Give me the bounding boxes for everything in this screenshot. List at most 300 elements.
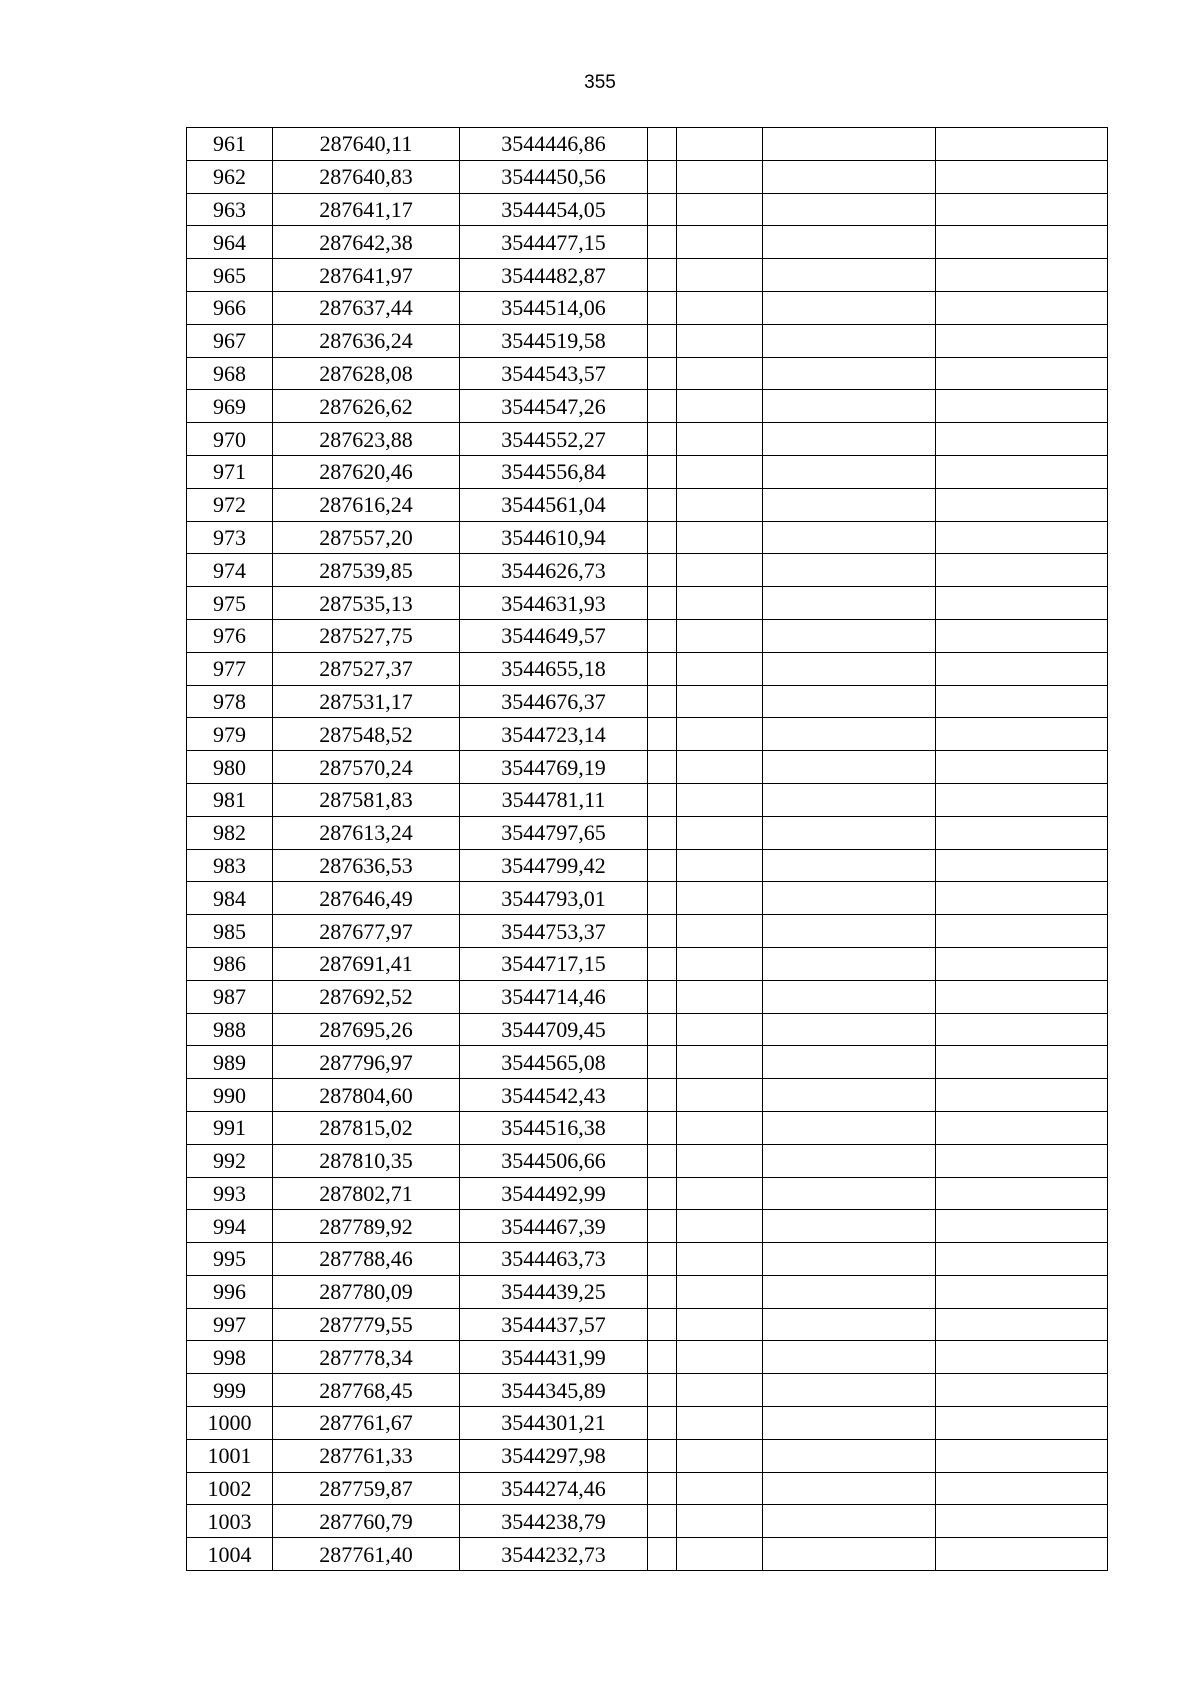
empty-cell (677, 1439, 763, 1472)
y-coordinate-cell: 3544450,56 (460, 160, 648, 193)
empty-cell (763, 291, 936, 324)
table-row (187, 849, 1108, 882)
empty-cell (763, 1046, 936, 1079)
empty-cell (936, 685, 1108, 718)
y-coordinate-cell: 3544506,66 (460, 1144, 648, 1177)
empty-cell (648, 587, 677, 620)
empty-cell (936, 1177, 1108, 1210)
y-coordinate-cell: 3544297,98 (460, 1439, 648, 1472)
empty-cell (648, 226, 677, 259)
point-number-cell: 963 (187, 193, 273, 226)
empty-cell (648, 1210, 677, 1243)
empty-cell (648, 488, 677, 521)
table-row (187, 324, 1108, 357)
y-coordinate-cell: 3544543,57 (460, 357, 648, 390)
y-coordinate-cell: 3544439,25 (460, 1275, 648, 1308)
x-coordinate-cell: 287626,62 (273, 390, 460, 423)
x-coordinate-cell: 287760,79 (273, 1505, 460, 1538)
x-coordinate-cell: 287761,67 (273, 1407, 460, 1440)
y-coordinate-cell: 3544561,04 (460, 488, 648, 521)
empty-cell (648, 390, 677, 423)
empty-cell (648, 783, 677, 816)
table-row (187, 1013, 1108, 1046)
empty-cell (763, 1407, 936, 1440)
y-coordinate-cell: 3544556,84 (460, 455, 648, 488)
table-row (187, 128, 1108, 161)
x-coordinate-cell: 287646,49 (273, 882, 460, 915)
empty-cell (677, 455, 763, 488)
table-row (187, 1275, 1108, 1308)
empty-cell (677, 1275, 763, 1308)
empty-cell (763, 816, 936, 849)
y-coordinate-cell: 3544301,21 (460, 1407, 648, 1440)
empty-cell (763, 915, 936, 948)
x-coordinate-cell: 287788,46 (273, 1243, 460, 1276)
empty-cell (936, 718, 1108, 751)
empty-cell (677, 652, 763, 685)
y-coordinate-cell: 3544565,08 (460, 1046, 648, 1079)
point-number-cell: 1004 (187, 1538, 273, 1571)
table-row (187, 1210, 1108, 1243)
empty-cell (936, 915, 1108, 948)
table-row (187, 193, 1108, 226)
y-coordinate-cell: 3544345,89 (460, 1374, 648, 1407)
empty-cell (936, 1505, 1108, 1538)
empty-cell (677, 390, 763, 423)
empty-cell (763, 1111, 936, 1144)
y-coordinate-cell: 3544482,87 (460, 259, 648, 292)
empty-cell (763, 587, 936, 620)
point-number-cell: 988 (187, 1013, 273, 1046)
y-coordinate-cell: 3544714,46 (460, 980, 648, 1013)
empty-cell (648, 882, 677, 915)
empty-cell (763, 1210, 936, 1243)
empty-cell (936, 1275, 1108, 1308)
empty-cell (677, 324, 763, 357)
empty-cell (936, 1538, 1108, 1571)
point-number-cell: 995 (187, 1243, 273, 1276)
empty-cell (677, 1243, 763, 1276)
empty-cell (936, 1013, 1108, 1046)
empty-cell (763, 193, 936, 226)
empty-cell (648, 1046, 677, 1079)
point-number-cell: 972 (187, 488, 273, 521)
y-coordinate-cell: 3544781,11 (460, 783, 648, 816)
empty-cell (936, 226, 1108, 259)
empty-cell (936, 521, 1108, 554)
table-row (187, 226, 1108, 259)
empty-cell (677, 488, 763, 521)
empty-cell (763, 947, 936, 980)
empty-cell (677, 357, 763, 390)
empty-cell (677, 554, 763, 587)
x-coordinate-cell: 287695,26 (273, 1013, 460, 1046)
x-coordinate-cell: 287768,45 (273, 1374, 460, 1407)
y-coordinate-cell: 3544514,06 (460, 291, 648, 324)
empty-cell (648, 160, 677, 193)
empty-cell (936, 1407, 1108, 1440)
point-number-cell: 971 (187, 455, 273, 488)
empty-cell (648, 357, 677, 390)
empty-cell (648, 291, 677, 324)
empty-cell (648, 1144, 677, 1177)
empty-cell (648, 1341, 677, 1374)
point-number-cell: 980 (187, 751, 273, 784)
empty-cell (677, 619, 763, 652)
x-coordinate-cell: 287761,40 (273, 1538, 460, 1571)
x-coordinate-cell: 287802,71 (273, 1177, 460, 1210)
y-coordinate-cell: 3544769,19 (460, 751, 648, 784)
empty-cell (648, 259, 677, 292)
x-coordinate-cell: 287642,38 (273, 226, 460, 259)
y-coordinate-cell: 3544463,73 (460, 1243, 648, 1276)
empty-cell (936, 1374, 1108, 1407)
empty-cell (763, 849, 936, 882)
empty-cell (936, 193, 1108, 226)
empty-cell (936, 751, 1108, 784)
empty-cell (648, 947, 677, 980)
x-coordinate-cell: 287637,44 (273, 291, 460, 324)
empty-cell (936, 554, 1108, 587)
empty-cell (936, 1210, 1108, 1243)
empty-cell (648, 652, 677, 685)
y-coordinate-cell: 3544717,15 (460, 947, 648, 980)
empty-cell (648, 1439, 677, 1472)
empty-cell (763, 1308, 936, 1341)
table-row (187, 1374, 1108, 1407)
empty-cell (677, 783, 763, 816)
empty-cell (677, 259, 763, 292)
point-number-cell: 975 (187, 587, 273, 620)
empty-cell (936, 783, 1108, 816)
x-coordinate-cell: 287640,11 (273, 128, 460, 161)
table-row (187, 357, 1108, 390)
empty-cell (677, 849, 763, 882)
empty-cell (936, 1341, 1108, 1374)
empty-cell (763, 1341, 936, 1374)
table-row (187, 1341, 1108, 1374)
empty-cell (677, 685, 763, 718)
point-number-cell: 969 (187, 390, 273, 423)
empty-cell (677, 1472, 763, 1505)
table-row (187, 1439, 1108, 1472)
empty-cell (648, 980, 677, 1013)
x-coordinate-cell: 287779,55 (273, 1308, 460, 1341)
empty-cell (763, 1177, 936, 1210)
empty-cell (677, 1341, 763, 1374)
empty-cell (648, 1079, 677, 1112)
y-coordinate-cell: 3544610,94 (460, 521, 648, 554)
point-number-cell: 986 (187, 947, 273, 980)
y-coordinate-cell: 3544519,58 (460, 324, 648, 357)
point-number-cell: 966 (187, 291, 273, 324)
empty-cell (936, 488, 1108, 521)
empty-cell (763, 685, 936, 718)
table-row (187, 1079, 1108, 1112)
point-number-cell: 1002 (187, 1472, 273, 1505)
table-row (187, 587, 1108, 620)
empty-cell (677, 587, 763, 620)
empty-cell (936, 128, 1108, 161)
empty-cell (648, 1472, 677, 1505)
point-number-cell: 983 (187, 849, 273, 882)
table-row (187, 1308, 1108, 1341)
empty-cell (677, 947, 763, 980)
table-row (187, 1472, 1108, 1505)
table-row (187, 652, 1108, 685)
point-number-cell: 987 (187, 980, 273, 1013)
x-coordinate-cell: 287778,34 (273, 1341, 460, 1374)
empty-cell (648, 1505, 677, 1538)
y-coordinate-cell: 3544753,37 (460, 915, 648, 948)
empty-cell (677, 128, 763, 161)
empty-cell (763, 751, 936, 784)
table-row (187, 783, 1108, 816)
x-coordinate-cell: 287570,24 (273, 751, 460, 784)
table-row (187, 1243, 1108, 1276)
point-number-cell: 992 (187, 1144, 273, 1177)
empty-cell (936, 390, 1108, 423)
table-row (187, 1144, 1108, 1177)
empty-cell (763, 488, 936, 521)
point-number-cell: 990 (187, 1079, 273, 1112)
y-coordinate-cell: 3544492,99 (460, 1177, 648, 1210)
empty-cell (936, 816, 1108, 849)
empty-cell (648, 128, 677, 161)
table-row (187, 259, 1108, 292)
empty-cell (936, 1111, 1108, 1144)
empty-cell (763, 980, 936, 1013)
empty-cell (936, 980, 1108, 1013)
empty-cell (936, 619, 1108, 652)
point-number-cell: 978 (187, 685, 273, 718)
table-row (187, 980, 1108, 1013)
y-coordinate-cell: 3544552,27 (460, 423, 648, 456)
empty-cell (677, 1177, 763, 1210)
x-coordinate-cell: 287527,75 (273, 619, 460, 652)
x-coordinate-cell: 287759,87 (273, 1472, 460, 1505)
empty-cell (648, 849, 677, 882)
empty-cell (677, 1538, 763, 1571)
empty-cell (677, 882, 763, 915)
empty-cell (763, 128, 936, 161)
empty-cell (763, 1079, 936, 1112)
empty-cell (677, 521, 763, 554)
x-coordinate-cell: 287616,24 (273, 488, 460, 521)
x-coordinate-cell: 287527,37 (273, 652, 460, 685)
empty-cell (648, 751, 677, 784)
point-number-cell: 985 (187, 915, 273, 948)
x-coordinate-cell: 287789,92 (273, 1210, 460, 1243)
point-number-cell: 979 (187, 718, 273, 751)
empty-cell (677, 1374, 763, 1407)
x-coordinate-cell: 287796,97 (273, 1046, 460, 1079)
table-row (187, 882, 1108, 915)
point-number-cell: 968 (187, 357, 273, 390)
empty-cell (677, 751, 763, 784)
empty-cell (648, 915, 677, 948)
empty-cell (648, 1243, 677, 1276)
point-number-cell: 974 (187, 554, 273, 587)
empty-cell (936, 357, 1108, 390)
x-coordinate-cell: 287804,60 (273, 1079, 460, 1112)
table-row (187, 390, 1108, 423)
empty-cell (648, 685, 677, 718)
empty-cell (677, 915, 763, 948)
empty-cell (763, 390, 936, 423)
empty-cell (648, 619, 677, 652)
empty-cell (648, 1013, 677, 1046)
coordinates-table-body (187, 128, 1108, 1571)
x-coordinate-cell: 287691,41 (273, 947, 460, 980)
empty-cell (677, 1079, 763, 1112)
empty-cell (648, 816, 677, 849)
empty-cell (763, 783, 936, 816)
empty-cell (677, 1046, 763, 1079)
point-number-cell: 967 (187, 324, 273, 357)
table-row (187, 521, 1108, 554)
table-row (187, 915, 1108, 948)
x-coordinate-cell: 287640,83 (273, 160, 460, 193)
empty-cell (763, 652, 936, 685)
y-coordinate-cell: 3544676,37 (460, 685, 648, 718)
y-coordinate-cell: 3544723,14 (460, 718, 648, 751)
empty-cell (936, 1144, 1108, 1177)
x-coordinate-cell: 287613,24 (273, 816, 460, 849)
empty-cell (677, 160, 763, 193)
point-number-cell: 994 (187, 1210, 273, 1243)
y-coordinate-cell: 3544454,05 (460, 193, 648, 226)
empty-cell (677, 816, 763, 849)
empty-cell (648, 1407, 677, 1440)
empty-cell (763, 1275, 936, 1308)
table-row (187, 160, 1108, 193)
empty-cell (648, 1111, 677, 1144)
point-number-cell: 964 (187, 226, 273, 259)
empty-cell (763, 882, 936, 915)
empty-cell (936, 849, 1108, 882)
y-coordinate-cell: 3544542,43 (460, 1079, 648, 1112)
empty-cell (936, 455, 1108, 488)
table-row (187, 554, 1108, 587)
empty-cell (763, 1439, 936, 1472)
y-coordinate-cell: 3544516,38 (460, 1111, 648, 1144)
empty-cell (763, 718, 936, 751)
empty-cell (648, 1374, 677, 1407)
point-number-cell: 984 (187, 882, 273, 915)
table-row (187, 816, 1108, 849)
empty-cell (936, 882, 1108, 915)
y-coordinate-cell: 3544793,01 (460, 882, 648, 915)
empty-cell (763, 554, 936, 587)
y-coordinate-cell: 3544626,73 (460, 554, 648, 587)
empty-cell (648, 455, 677, 488)
x-coordinate-cell: 287641,97 (273, 259, 460, 292)
table-row (187, 291, 1108, 324)
point-number-cell: 991 (187, 1111, 273, 1144)
x-coordinate-cell: 287641,17 (273, 193, 460, 226)
page-number: 355 (584, 72, 616, 93)
x-coordinate-cell: 287810,35 (273, 1144, 460, 1177)
y-coordinate-cell: 3544446,86 (460, 128, 648, 161)
y-coordinate-cell: 3544477,15 (460, 226, 648, 259)
table-row (187, 423, 1108, 456)
x-coordinate-cell: 287780,09 (273, 1275, 460, 1308)
empty-cell (763, 160, 936, 193)
empty-cell (677, 1210, 763, 1243)
x-coordinate-cell: 287531,17 (273, 685, 460, 718)
point-number-cell: 982 (187, 816, 273, 849)
table-row (187, 488, 1108, 521)
x-coordinate-cell: 287623,88 (273, 423, 460, 456)
coordinates-table (186, 127, 1108, 1571)
x-coordinate-cell: 287628,08 (273, 357, 460, 390)
empty-cell (648, 1308, 677, 1341)
point-number-cell: 970 (187, 423, 273, 456)
empty-cell (648, 521, 677, 554)
x-coordinate-cell: 287539,85 (273, 554, 460, 587)
empty-cell (677, 226, 763, 259)
table-row (187, 619, 1108, 652)
x-coordinate-cell: 287677,97 (273, 915, 460, 948)
y-coordinate-cell: 3544649,57 (460, 619, 648, 652)
y-coordinate-cell: 3544274,46 (460, 1472, 648, 1505)
point-number-cell: 996 (187, 1275, 273, 1308)
table-row (187, 685, 1108, 718)
y-coordinate-cell: 3544797,65 (460, 816, 648, 849)
empty-cell (648, 324, 677, 357)
x-coordinate-cell: 287815,02 (273, 1111, 460, 1144)
x-coordinate-cell: 287557,20 (273, 521, 460, 554)
point-number-cell: 998 (187, 1341, 273, 1374)
empty-cell (763, 1472, 936, 1505)
y-coordinate-cell: 3544799,42 (460, 849, 648, 882)
empty-cell (763, 259, 936, 292)
empty-cell (677, 1308, 763, 1341)
table-row (187, 751, 1108, 784)
x-coordinate-cell: 287636,24 (273, 324, 460, 357)
empty-cell (648, 193, 677, 226)
y-coordinate-cell: 3544437,57 (460, 1308, 648, 1341)
point-number-cell: 999 (187, 1374, 273, 1407)
empty-cell (763, 423, 936, 456)
empty-cell (936, 160, 1108, 193)
empty-cell (677, 1407, 763, 1440)
y-coordinate-cell: 3544467,39 (460, 1210, 648, 1243)
empty-cell (763, 1013, 936, 1046)
empty-cell (763, 619, 936, 652)
point-number-cell: 997 (187, 1308, 273, 1341)
empty-cell (763, 1538, 936, 1571)
empty-cell (936, 423, 1108, 456)
empty-cell (936, 1472, 1108, 1505)
empty-cell (936, 259, 1108, 292)
x-coordinate-cell: 287535,13 (273, 587, 460, 620)
empty-cell (677, 193, 763, 226)
point-number-cell: 973 (187, 521, 273, 554)
y-coordinate-cell: 3544232,73 (460, 1538, 648, 1571)
empty-cell (936, 1439, 1108, 1472)
empty-cell (763, 357, 936, 390)
table-row (187, 1177, 1108, 1210)
empty-cell (936, 587, 1108, 620)
point-number-cell: 1001 (187, 1439, 273, 1472)
point-number-cell: 976 (187, 619, 273, 652)
table-row (187, 1538, 1108, 1571)
point-number-cell: 989 (187, 1046, 273, 1079)
y-coordinate-cell: 3544631,93 (460, 587, 648, 620)
table-row (187, 455, 1108, 488)
